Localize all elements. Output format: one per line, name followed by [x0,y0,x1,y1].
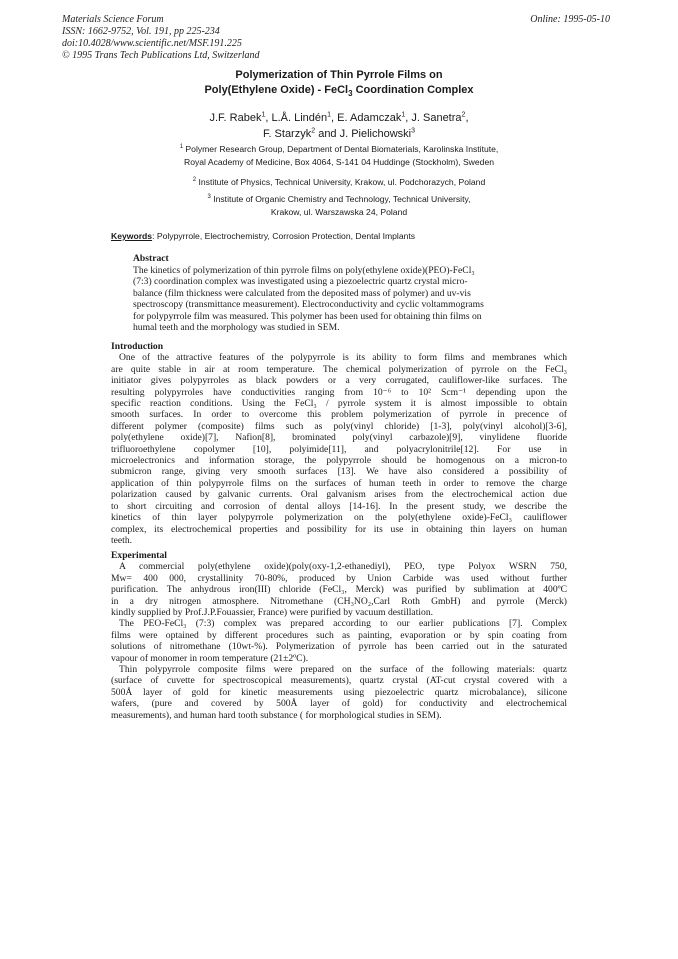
journal-header [62,14,260,62]
introduction-section [111,341,567,546]
abstract [133,253,571,334]
body-line: microelectronics and information storage, the polypyrrole should be homogenous on a micron-to [111,455,567,467]
body-line: vapour of monomer in room temperature (21±2ºC). [111,652,309,664]
journal-name: Materials Science Forum [62,14,164,25]
body-line: different polymer (composite) films such as poly(vinyl chloride) [1-3], poly(vinyl alcohol)[3-6], [111,420,567,432]
online-date: Online: 1995-05-10 [530,14,610,25]
body-line: purification. The anhydrous iron(III) chloride (FeCl₃, Merck) was purified by sublimation at 400ºC [111,584,567,596]
body-line: Mw= 400 000, crystallinity 70-80%, produced by Union Carbide was used without further [111,572,567,584]
title-line-1: Polymerization of Thin Pyrrole Films on [235,69,443,81]
abstract-line: spectroscopy (transmittance measurement). Electroconductivity and cyclic voltammograms [133,299,484,310]
keywords-text: : Polypyrrole, Electrochemistry, Corrosion Protection, Dental Implants [152,231,416,241]
author-list [0,110,678,142]
abstract-line: humal teeth and the morphology was studied in SEM. [133,322,340,333]
doi-line: doi:10.4028/www.scientific.net/MSF.191.225 [62,38,242,49]
body-line: application of thin polypyrrole films on the surfaces of human teeth in order to remove the charge [111,477,567,489]
body-line: teeth. [111,534,133,546]
body-line: The PEO-FeCl₃ (7:3) complex was prepared according to our earlier publications [7]. Complex [119,618,567,630]
paper-title [0,68,678,98]
experimental-body [111,561,567,721]
body-line: submicron range, giving very smooth surfaces [13]. We have also considered a possibility of [111,466,567,478]
title-line-2: Poly(Ethylene Oxide) - FeCl$_3$ Coordination Complex [204,84,474,99]
introduction-body [111,352,567,546]
copyright-line: © 1995 Trans Tech Publications Ltd, Switzerland [62,50,260,61]
abstract-line: The kinetics of polymerization of thin pyrrole films on poly(ethylene oxide)(PEO)-FeCl₃ [133,264,475,276]
body-line: trifluoroethylene copolymer [10], polyimide[11], and polyacrylonitrile[12]. For use in [111,443,567,455]
body-line: kinetics of thin layer polypyrrole polymerization on the poly(ethylene oxide)-FeCl₃ cauliflower [111,512,567,524]
body-line: smooth surfaces. In order to overcome this problem polymerization of pyrrole in precence of [111,409,567,421]
body-line: 500Å layer of gold for kinetic measurements using piezoelectric quartz microbalance), silicone [111,686,567,698]
body-line: poly(ethylene oxide)[7], Nafion[8], brominated poly(vinyl carbazole)[9], vinylidene fluoride [111,432,567,444]
abstract-line: balance (film thickness were calculated from the deposited mass of polymer) and uv-vis [133,287,471,299]
abstract-heading: Abstract [133,253,169,264]
body-line: polarization caused by galvanic currents. Oral galvanism arises from the electrochemical action due [111,489,567,501]
body-line: specific reaction conditions. Using the FeCl₃ / pyrrole system it is almost impossible to obtain [111,398,567,410]
experimental-heading: Experimental [111,550,167,561]
body-line: films were optained by different procedures such as painting, evaporation or by spin coating from [111,629,567,641]
body-line: kindly supplied by Prof.J.P.Fouassier, France) were purified by vacuum destillation. [111,607,434,619]
body-line: Thin polypyrrole composite films were prepared on the surface of the following materials: quartz [119,664,567,676]
body-line: solutions of nitromethane (10wt-%). Polymerization of pyrrole has been carried out in the saturated [111,641,567,653]
body-line: wafers, (pure and covered by 500Å layer of gold) for conductivity and electrochemical [111,698,567,710]
author-line-2: F. Starzyk$^2$ and J. Pielichowski$^3$ [262,127,416,140]
body-line: A commercial poly(ethylene oxide)(poly(oxy-1,2-ethanediyl), PEO, type Polyox WSRN 750, [119,561,567,573]
affiliation-1: $^1$ Polymer Research Group, Department of Dental Biomaterials, Karolinska Institute, Royal Academy of Medicine, Box 4064, S-141 04 Huddinge (Stockholm), Sweden [179,144,499,167]
keywords-label: Keywords [111,231,153,241]
body-line: are quite stable in air at room temperature. The chemical polymerization of pyrrole on the FeCl₃ [111,363,567,375]
author-line-1: J.F. Rabek$^1$, L.Å. Lindén$^1$, E. Adamczak$^1$, J. Sanetra$^2$, [209,111,469,124]
abstract-line: for polypyrrole film was measured. This polymer has been used for obtaining thin films on [133,310,482,322]
body-line: to short circuiting and corrosion of dental alloys [14-16]. In the present study, we describe the [111,500,567,512]
introduction-heading: Introduction [111,341,164,352]
body-line: measurements), and human hard tooth substance ( for morphological studies in SEM). [111,709,442,721]
body-line: resulting polypyrroles have conductivities ranging from 10⁻⁶ to 10² Scm⁻¹ depending upon the [111,386,567,398]
issn-line: ISSN: 1662-9752, Vol. 191, pp 225-234 [62,26,220,37]
affiliation-3: $^3$ Institute of Organic Chemistry and Technology, Technical University, Krakow, ul. Warszawska 24, Poland [207,194,471,217]
body-line: One of the attractive features of the polypyrrole is its ability to form films and membranes which [119,352,567,364]
abstract-line: (7:3) coordination complex was investigated using a piezoelectric quartz crystal micro- [133,276,468,287]
affiliation-2: $^2$ Institute of Physics, Technical University, Krakow, ul. Podchorazych, Poland [192,177,486,187]
keywords [111,231,415,241]
body-line: initiator gives polypyrroles as black powders or a very corrugated, cauliflower-like surfaces. The [111,375,567,387]
body-line: in a dry nitrogen atmosphere. Nitromethane (CH₃NO₂,Carl Roth GmbH) and pyrrole (Merck) [111,595,567,607]
experimental-section [111,550,567,721]
body-line: (surface of cuvette for spectroscopical measurements), quartz crystal (AT-cut crystal covered with a [111,675,567,687]
body-line: complex, its electrochemical properties and possibility for its use in obtaining thin layers on human [111,523,567,535]
